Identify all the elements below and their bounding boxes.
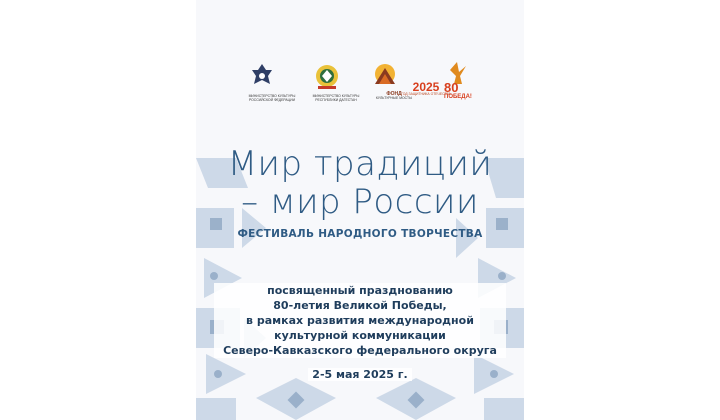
description-line: культурной коммуникации <box>274 329 446 342</box>
logo-caption: МИНИСТЕРСТВО КУЛЬТУРЫ РЕСПУБЛИКИ ДАГЕСТАН <box>312 94 360 102</box>
festival-title <box>196 145 524 221</box>
eagle-emblem-icon <box>250 62 274 92</box>
logo-year: 2025 <box>412 80 440 94</box>
festival-description <box>214 283 506 358</box>
description-line: посвященный празднованию <box>267 284 453 297</box>
festival-subtitle: ФЕСТИВАЛЬ НАРОДНОГО ТВОРЧЕСТВА <box>237 228 483 240</box>
victory-80-logo <box>444 62 470 110</box>
date-text: 2-5 мая 2025 г. <box>308 368 411 381</box>
dagestan-emblem-icon <box>314 62 340 92</box>
partner-logos <box>236 62 516 112</box>
ministry-culture-rf-logo <box>248 62 296 102</box>
fund-logo-icon <box>372 62 398 92</box>
title-line-1: Мир традиций <box>227 144 493 184</box>
description-line: 80-летия Великой Победы, <box>273 299 447 312</box>
poster <box>196 0 524 420</box>
logo-caption: МИНИСТЕРСТВО КУЛЬТУРЫ РОССИЙСКОЙ ФЕДЕРАЦИИ <box>248 94 296 102</box>
title-line-2: – мир России <box>241 182 479 222</box>
logo-caption: ПОБЕДА! <box>444 94 472 100</box>
logo-number: 80 <box>444 80 459 95</box>
fund-logo <box>372 62 413 100</box>
festival-date <box>196 368 524 381</box>
logo-caption-line1: ФОНД <box>386 91 402 97</box>
description-line: Северо-Кавказского федерального округа <box>223 344 497 357</box>
ministry-culture-dagestan-logo <box>312 62 360 102</box>
logo-caption: ГОД ЗАЩИТНИКА ОТЕЧЕСТВА <box>401 92 451 96</box>
logo-caption-line2: КУЛЬТУРНЫЕ МОСТЫ <box>375 96 413 100</box>
description-line: в рамках развития международной <box>246 314 474 327</box>
